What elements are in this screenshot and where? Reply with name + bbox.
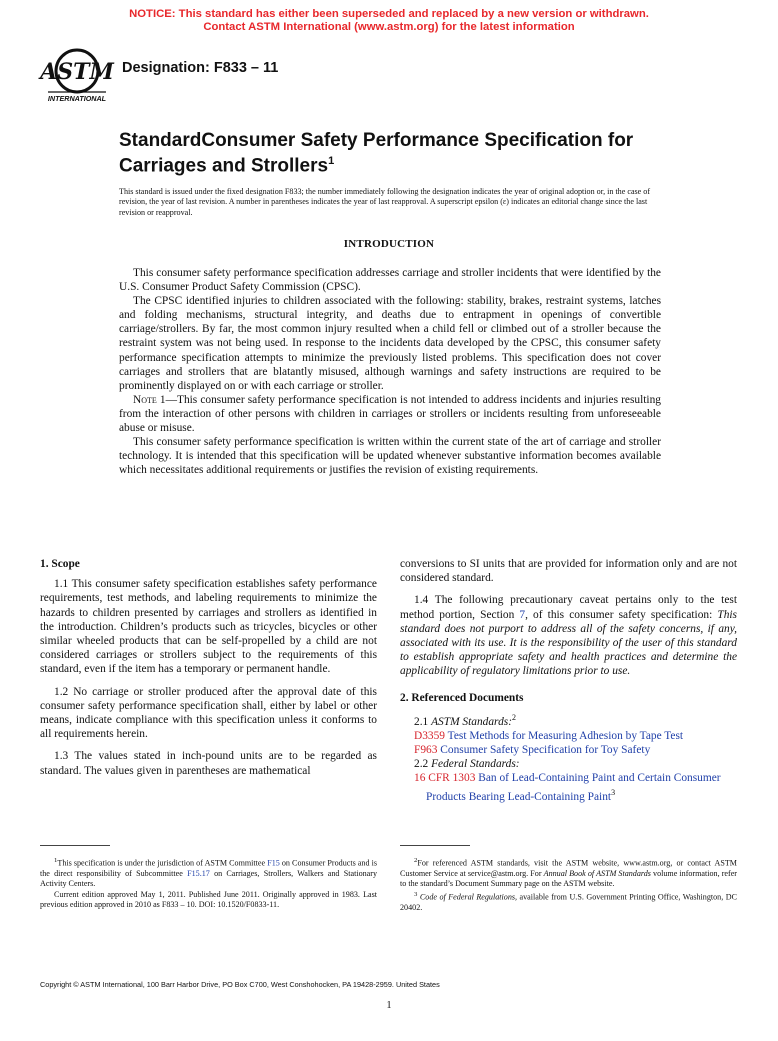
withdrawal-notice xyxy=(0,8,778,34)
paragraph-1-2: 1.2 No carriage or stroller produced after the approval date of this consumer safety performance specification shall, either by label or other means, indicate compliance with this specification unless it conforms to all requirements herein. xyxy=(40,685,377,741)
section-7-link[interactable]: 7 xyxy=(519,608,526,621)
intro-note: Note 1—This consumer safety performance specification is not intended to address incidents and injuries resulting from the interaction of other persons with children in carriages or strollers or incidents resulting from unforeseeable abuse or misuse. xyxy=(119,393,661,435)
footnote-1: $^1$This specification is under the jurisdiction of ASTM Committee F15 on Consumer Products and is the direct responsibility of Subcommittee F15.17 on Carriages, Strollers, Walkers and Stationary Activity Centers. xyxy=(40,857,377,889)
notice-line-1: NOTICE: This standard has either been superseded and replaced by a new version or withdrawn. xyxy=(129,8,649,20)
page-number: 1 xyxy=(386,1000,392,1011)
section-1-heading: 1. Scope xyxy=(40,558,80,570)
intro-paragraph: This consumer safety performance specification is written within the current state of the art of carriage and stroller technology. It is intended that this specification will be updated whenever substantive information becomes available which necessitates additional requirements or justifies the revision of existing requirements. xyxy=(119,436,661,477)
issuance-note: This standard is issued under the fixed designation F833; the number immediately following the designation indicates the year of original adoption or, in the case of revision, the year of last revision. A number in parentheses indicates the year of last reapproval. A superscript epsilon (ε) indicates an editorial change since the last revision or reapproval. xyxy=(119,187,651,217)
right-column xyxy=(400,557,737,804)
section-2-heading: 2. Referenced Documents xyxy=(400,691,524,704)
notice-line-2: Contact ASTM International (www.astm.org) for the latest information xyxy=(203,21,575,33)
left-column xyxy=(40,557,377,786)
f15-link[interactable]: F15 xyxy=(267,858,280,868)
astm-logo xyxy=(40,48,114,104)
reference-d3359[interactable]: D3359 Test Methods for Measuring Adhesion by Tape Test xyxy=(414,729,684,742)
footnotes-left xyxy=(40,856,377,910)
svg-text:ASTM: ASTM xyxy=(40,59,114,85)
paragraph-1-3-continued: conversions to SI units that are provided for information only and are not considered standard. xyxy=(400,558,737,585)
reference-f963[interactable]: F963 Consumer Safety Specification for Toy Safety xyxy=(414,744,651,757)
introduction-body xyxy=(119,266,661,477)
footnote-3: $^3$ Code of Federal Regulations, available from U.S. Government Printing Office, Washington, DC 20402. xyxy=(400,890,737,912)
footnote-rule-left xyxy=(40,845,110,846)
footnote-2: $^2$For referenced ASTM standards, visit the ASTM website, www.astm.org, or contact ASTM Customer Service at service@astm.org. For Annual Book of ASTM Standards volume information, refer to the standard’s Document Summary page on the ASTM website. xyxy=(400,857,737,889)
reference-16cfr1303[interactable]: 16 CFR 1303 Ban of Lead-Containing Paint and Certain Consumer Products Bearing Lead-Containing Paint$^3$ xyxy=(414,772,721,803)
paragraph-1-3: 1.3 The values stated in inch-pound units are to be regarded as standard. The values given in parentheses are mathematical xyxy=(40,750,377,777)
paragraph-1-1: 1.1 This consumer safety specification establishes safety performance requirements, test methods, and labeling requirements to minimize the hazards to children presented by carriages and strollers as identified in the introduction. Children’s products such as tricycles, bicycles or other similar wheeled products that can be self-propelled by a child are not considered carriages or strollers subject to the requirements of this standard, even if the item has a temporary or permanent handle. xyxy=(40,578,377,676)
intro-paragraph: This consumer safety performance specification addresses carriage and stroller incidents that were identified by the U.S. Consumer Product Safety Commission (CPSC). xyxy=(119,267,661,294)
subsection-2-2: 2.2 Federal Standards: xyxy=(414,758,520,771)
intro-paragraph: The CPSC identified injuries to children associated with the following: stability, brakes, restraint systems, latches and folding mechanisms, structural integrity, and deaths due to entrapment in openings of convertible carriage/strollers. By far, the most common injury resulted when a child fell or climbed out of a stroller because the restraint system was not being used. In response to the incidents data developed by the CPSC, this consumer safety performance specification attempts to minimize the previously listed problems. This specification does not cover carriages and strollers that are blatantly misused, although warnings and safety instructions are required to be prominently displayed on or with each carriage or stroller. xyxy=(119,295,661,392)
f15-17-link[interactable]: F15.17 xyxy=(187,868,210,878)
footnote-rule-right xyxy=(400,845,470,846)
paragraph-1-4: 1.4 The following precautionary caveat pertains only to the test method portion, Section 7, of this consumer safety specification: This standard does not purport to address all of the safety concerns, if any, associated with its use. It is the responsibility of the user of this standard to establish appropriate safety and health practices and determine the applicability of regulatory limitations prior to use. xyxy=(400,594,737,678)
subsection-2-1: 2.1 ASTM Standards:$^2$ xyxy=(414,712,516,728)
designation: Designation: F833 – 11 xyxy=(122,60,279,76)
title-line-2: Carriages and Strollers$^1$ xyxy=(119,155,335,177)
footnote-1-edition: Current edition approved May 1, 2011. Published June 2011. Originally approved in 1983. Last previous edition approved in 2010 as F833 – 10. DOI: 10.1520/F0833-11. xyxy=(40,889,377,909)
copyright-line: Copyright © ASTM International, 100 Barr Harbor Drive, PO Box C700, West Conshohocken, PA 19428-2959. United States xyxy=(40,980,440,989)
document-title xyxy=(119,131,679,176)
footnotes-right xyxy=(400,856,737,913)
title-line-1: StandardConsumer Safety Performance Specification for xyxy=(119,130,634,151)
introduction-heading: INTRODUCTION xyxy=(343,238,435,250)
logo-international-text: INTERNATIONAL xyxy=(47,94,107,103)
